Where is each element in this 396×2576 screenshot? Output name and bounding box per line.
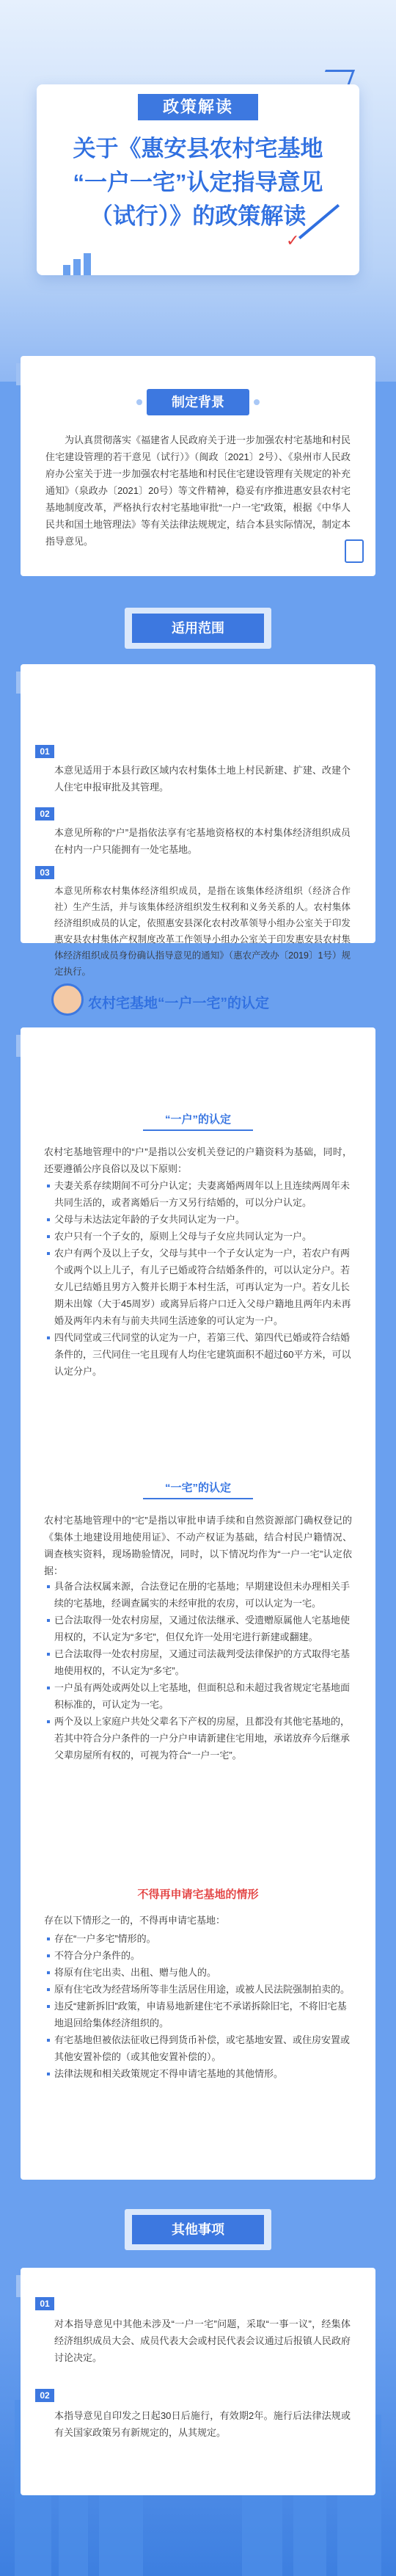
subheading-prohibited: 不得再申请宅基地的情形 (137, 1888, 259, 1901)
section-pill-scope (125, 608, 271, 649)
list-item: 不符合分户条件的。 (47, 1947, 352, 1964)
list-item: 存在“一户多宅”情形的。 (47, 1930, 352, 1947)
list-item: 具备合法权属来源，合法登记在册的宅基地；早期建设但未办理相关手续的宅基地，经调查属实的未经审批的农房，可以认定为一宅。 (47, 1578, 352, 1612)
scope-item-text: 本意见所称农村集体经济组织成员，是指在该集体经济组织（经济合作社）生产生活，并与该集体经济组织发生权利和义务关系的人。农村集体经济组织成员的认定，依照惠安县深化农村改革领导小组办公室关于印发惠安县农村集体产权制度改革工作领导小组办公室关于印发惠安县农村集体经济组织成员身份确认指导意见的通知》（惠农产改办〔2019〕1号）规定执行。 (54, 886, 351, 977)
house-rules (47, 1578, 352, 1764)
section-pill-other (125, 2209, 271, 2250)
list-item: 四代同堂或三代同堂的认定为一户，若第三代、第四代已婚或符合结婚条件的，三代同住一宅且现有人均住宅建筑面积不超过60平方米，可以认定分户。 (47, 1329, 352, 1380)
list-item: 农户只有一个子女的，原则上父母与子女应共同认定为一户。 (47, 1228, 352, 1245)
section-tag-other: 其他事项 (132, 2215, 264, 2244)
list-item: 一户虽有两处或两处以上宅基地，但面积总和未超过我省规定宅基地面积标准的，可认定为一宅。 (47, 1679, 352, 1713)
checkmark-icon: ✓ (286, 231, 300, 250)
page-title (44, 132, 352, 233)
list-item: 将原有住宅出卖、出租、赠与他人的。 (47, 1964, 352, 1981)
list-item: 已合法取得一处农村房屋，又通过依法继承、受遗赠原属他人宅基地使用权的，不认定为“多宅”，但仅允许一处用宅进行新建或翻建。 (47, 1612, 352, 1645)
document-icon (345, 539, 364, 563)
title-line: （试行）》的政策解读 (89, 203, 307, 229)
title-line: 关于《惠安县农村宅基地 (73, 136, 323, 161)
house-intro: 农村宅基地管理中的“宅”是指以审批申请手续和自然资源部门确权登记的《集体土地建设用地使用证》、不动产权证为基础，结合村民户籍情况、调查核实资料，现场勘验情况，同时，以下情况均作为“一户一宅”认定依据： (44, 1515, 352, 1576)
prohibited-intro: 存在以下情形之一的，不得再申请宅基地： (44, 1915, 226, 1926)
item-number: 02 (35, 807, 54, 821)
item-number: 01 (35, 2297, 54, 2310)
list-item: 有宅基地但被依法征收已得到货币补偿，或宅基地安置、或住房安置或其他安置补偿的（或其他安置补偿的）。 (47, 2031, 352, 2065)
other-item-text: 对本指导意见中其他未涉及“一户一宅”问题，采取“一事一议”，经集体经济组织成员大会、成员代表大会或村民代表会议通过后报镇人民政府讨论决定。 (54, 2318, 351, 2363)
bar-chart-icon (63, 253, 94, 275)
list-item: 农户有两个及以上子女，父母与其中一个子女认定为一户，若农户有两个或两个以上儿子，有儿子已婚或符合结婚条件的，可以认定分户。若女儿已结婚且男方入赘并长期于本村生活，可再认定为一户。若女儿长期未出嫁（大于45周岁）或离异后将户口迁入父母户籍地且两年内未再婚及两年内未有与前夫共同生活迹象的可认定为一户。 (47, 1245, 352, 1329)
scope-item-text: 本意见适用于本县行政区域内农村集体土地上村民新建、扩建、改建个人住宅申报审批及其管理。 (54, 765, 351, 793)
section-tag-background: 制定背景 (147, 389, 249, 415)
background-text: 为认真贯彻落实《福建省人民政府关于进一步加强农村宅基地和村民住宅建设管理的若干意见（试行）》（闽政〔2021〕2号）、《泉州市人民政府办公室关于进一步加强农村宅基地和村民住宅建设管理有关规定的补充通知》（泉政办〔2021〕20号）等文件精神，稳妥有序推进惠安县农村宅基地制度改革，严格执行农村宅基地审批“一户一宅”政策，根据《中华人民共和国土地管理法》等有关法律法规规定，结合本县实际情况，制定本指导意见。 (45, 434, 351, 547)
list-item: 违反“建新拆旧”政策，申请易地新建住宅不承诺拆除旧宅，不将旧宅基地退回给集体经济组织的。 (47, 1998, 352, 2031)
scope-item-text: 本意见所称的“户”是指依法享有宅基地资格权的本村集体经济组织成员在村内一户只能拥有一处宅基地。 (54, 827, 351, 855)
item-number: 02 (35, 2389, 54, 2402)
paper-plane-icon (320, 70, 355, 86)
list-item: 父母与未达法定年龄的子女共同认定为一户。 (47, 1211, 352, 1228)
household-rules (47, 1177, 352, 1380)
section-tag-scope: 适用范围 (132, 614, 264, 643)
title-line: “一户一宅”认定指导意见 (73, 170, 323, 195)
subheading-house: “一宅”的认定 (143, 1477, 253, 1499)
section-heading-recognition: 农村宅基地“一户一宅”的认定 (88, 996, 270, 1011)
other-item-text: 本指导意见自印发之日起30日后施行，有效期2年。施行后法律法规或有关国家政策另有新规定的，从其规定。 (54, 2410, 351, 2438)
household-intro: 农村宅基地管理中的“户”是指以公安机关登记的户籍资料为基础，同时，还要遵循公序良俗以及以下原则： (44, 1146, 352, 1174)
item-number: 03 (35, 866, 54, 879)
list-item: 夫妻关系存续期间不可分户认定；夫妻离婚两周年以上且连续两周年未共同生活的，或者离婚后一方又另行结婚的，可以分户认定。 (47, 1177, 352, 1211)
prohibited-list (47, 1930, 352, 2082)
list-item: 两个及以上家庭户共处父辈名下产权的房屋，且都没有其他宅基地的，若其中符合分户条件的一户分户申请新建住宅用地，承诺放弃今后继承父辈房屋所有权的，可视为符合“一户一宅”。 (47, 1713, 352, 1764)
subheading-household: “一户”的认定 (143, 1108, 253, 1131)
list-item: 已合法取得一处农村房屋，又通过司法裁判受法律保护的方式取得宅基地使用权的，不认定为“多宅”。 (47, 1645, 352, 1679)
avatar (51, 983, 84, 1016)
other-card (21, 2268, 375, 2495)
item-number: 01 (35, 745, 54, 758)
list-item: 法律法规和相关政策规定不得申请宅基地的其他情形。 (47, 2065, 352, 2082)
list-item: 原有住宅改为经营场所等非生活居住用途，或被人民法院强制拍卖的。 (47, 1981, 352, 1998)
header-tag: 政策解读 (138, 94, 258, 120)
